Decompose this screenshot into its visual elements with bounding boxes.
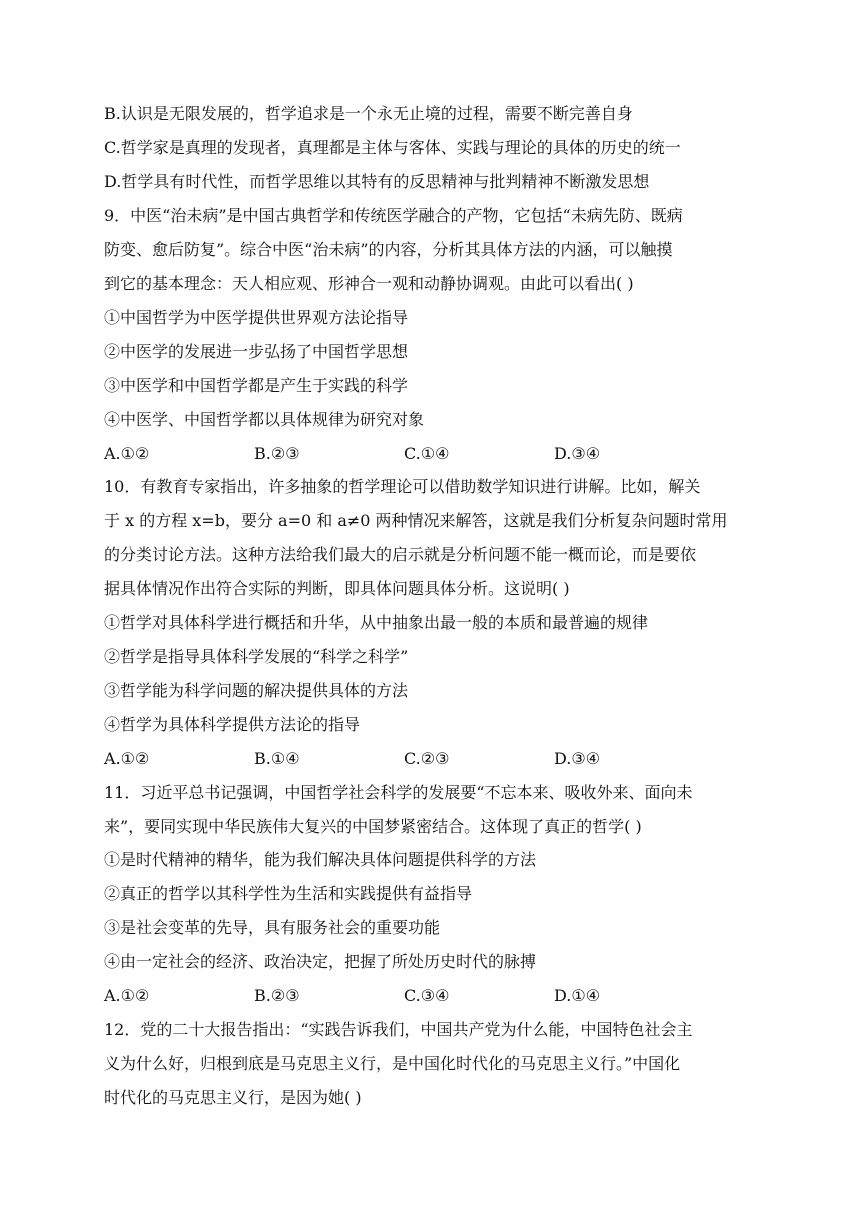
- option-a: A.①②: [104, 444, 150, 463]
- statement-item: ②真正的哲学以其科学性为生活和实践提供有益指导: [104, 884, 473, 903]
- statement-item: ②哲学是指导具体科学发展的“科学之科学”: [104, 647, 409, 666]
- statement-item: ①中国哲学为中医学提供世界观方法论指导: [104, 308, 409, 327]
- option-c: C.②③: [404, 749, 450, 768]
- question-stem-line: 于 x 的方程 x=b，要分 a=0 和 a≠0 两种情况来解答，这就是我们分析复杂问题时常用: [104, 511, 728, 530]
- statement-item: ②中医学的发展进一步弘扬了中国哲学思想: [104, 342, 409, 361]
- statement-item: ④中医学、中国哲学都以具体规律为研究对象: [104, 410, 425, 429]
- answer-options: [104, 981, 764, 1011]
- option-line-b: B.认识是无限发展的，哲学追求是一个永无止境的过程，需要不断完善自身: [104, 104, 633, 123]
- statement-item: ④哲学为具体科学提供方法论的指导: [104, 715, 361, 734]
- question-stem-line: 11．习近平总书记强调，中国哲学社会科学的发展要“不忘本来、吸收外来、面向未: [104, 783, 693, 802]
- statement-item: ③哲学能为科学问题的解决提供具体的方法: [104, 681, 409, 700]
- question-stem-line: 的分类讨论方法。这种方法给我们最大的启示就是分析问题不能一概而论，而是要依: [104, 545, 697, 564]
- option-a: A.①②: [104, 986, 150, 1005]
- question-stem-line: 12．党的二十大报告指出：“实践告诉我们，中国共产党为什么能，中国特色社会主: [104, 1020, 693, 1039]
- question-stem-line: 到它的基本理念：天人相应观、形神合一观和动静协调观。由此可以看出( ): [104, 274, 634, 293]
- option-d: D.①④: [554, 986, 601, 1005]
- question-stem-line: 义为什么好，归根到底是马克思主义行，是中国化时代化的马克思主义行。”中国化: [104, 1054, 681, 1073]
- question-stem-line: 防变、愈后防复”。综合中医“治未病”的内容，分析其具体方法的内涵，可以触摸: [104, 240, 673, 259]
- question-stem-line: 时代化的马克思主义行，是因为她( ): [104, 1088, 362, 1107]
- option-a: A.①②: [104, 749, 150, 768]
- option-b: B.②③: [254, 444, 300, 463]
- option-b: B.①④: [254, 749, 300, 768]
- statement-item: ③是社会变革的先导，具有服务社会的重要功能: [104, 918, 441, 937]
- option-c: C.③④: [404, 986, 450, 1005]
- option-line-c: C.哲学家是真理的发现者，真理都是主体与客体、实践与理论的具体的历史的统一: [104, 138, 681, 157]
- question-stem-line: 来”，要同实现中华民族伟大复兴的中国梦紧密结合。这体现了真正的哲学( ): [104, 817, 642, 836]
- answer-options: [104, 439, 764, 469]
- question-stem-line: 9．中医“治未病”是中国古典哲学和传统医学融合的产物，它包括“未病先防、既病: [104, 206, 683, 225]
- statement-item: ③中医学和中国哲学都是产生于实践的科学: [104, 376, 409, 395]
- option-d: D.③④: [554, 749, 601, 768]
- option-b: B.②③: [254, 986, 300, 1005]
- question-stem-line: 据具体情况作出符合实际的判断，即具体问题具体分析。这说明( ): [104, 579, 570, 598]
- option-c: C.①④: [404, 444, 450, 463]
- answer-options: [104, 744, 764, 774]
- statement-item: ①是时代精神的精华，能为我们解决具体问题提供科学的方法: [104, 850, 537, 869]
- option-line-d: D.哲学具有时代性，而哲学思维以其特有的反思精神与批判精神不断激发思想: [104, 172, 650, 191]
- question-stem-line: 10．有教育专家指出，许多抽象的哲学理论可以借助数学知识进行讲解。比如，解关: [104, 477, 701, 496]
- statement-item: ④由一定社会的经济、政治决定，把握了所处历史时代的脉搏: [104, 952, 537, 971]
- option-d: D.③④: [554, 444, 601, 463]
- statement-item: ①哲学对具体科学进行概括和升华，从中抽象出最一般的本质和最普遍的规律: [104, 613, 649, 632]
